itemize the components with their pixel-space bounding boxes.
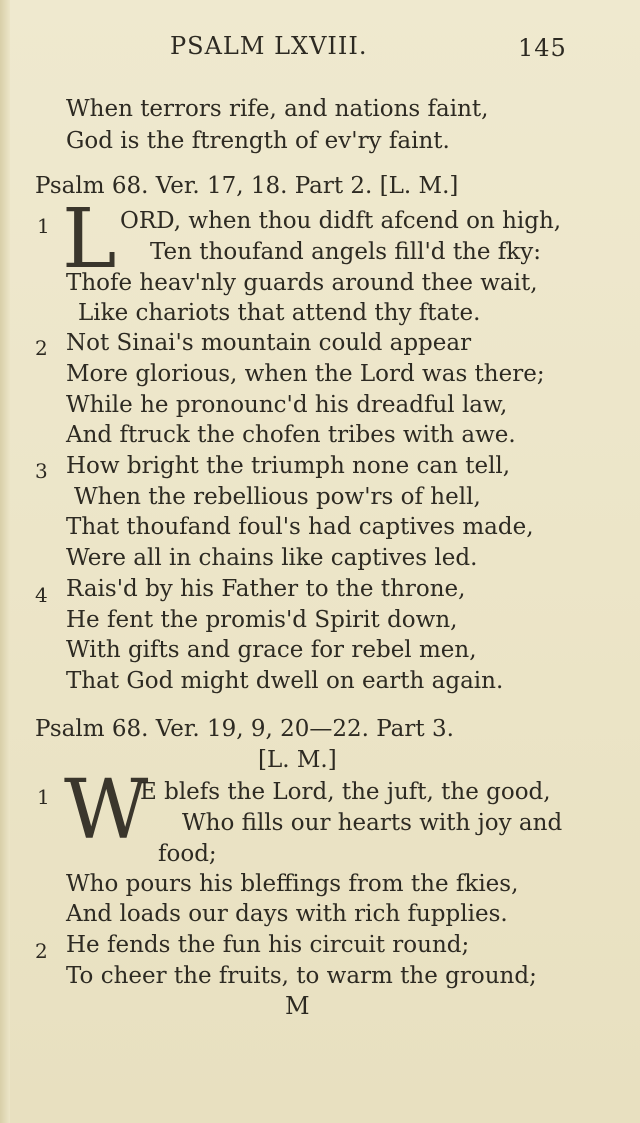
verse-line: Who pours his bleffings from the fkies, <box>66 871 519 897</box>
verse-line: How bright the triumph none can tell, <box>66 453 511 479</box>
verse-line: To cheer the fruits, to warm the ground; <box>66 963 537 989</box>
page-edge <box>0 0 10 1123</box>
intro-line: God is the ftrength of ev'ry faint. <box>66 128 450 154</box>
intro-line: When terrors rife, and nations faint, <box>66 96 489 122</box>
verse-line: With gifts and grace for rebel men, <box>66 637 477 663</box>
verse-line: food; <box>158 841 217 867</box>
meter-label: [L. M.] <box>258 747 337 773</box>
verse-line: Rais'd by his Father to the throne, <box>66 576 466 602</box>
verse-line: He fent the promis'd Spirit down, <box>66 607 458 633</box>
verse-line: Like chariots that attend thy ftate. <box>78 300 481 326</box>
section-heading: Psalm 68. Ver. 17, 18. Part 2. [L. M.] <box>35 173 459 199</box>
verse-line: More glorious, when the Lord was there; <box>66 361 545 387</box>
verse-number: 3 <box>35 459 48 483</box>
verse-number: 2 <box>35 336 48 360</box>
verse-line: And ftruck the chofen tribes with awe. <box>66 422 516 448</box>
verse-line: And loads our days with rich fupplies. <box>66 901 508 927</box>
verse-number: 1 <box>37 214 50 238</box>
running-head: PSALM LXVIII. <box>170 32 368 60</box>
verse-number: 4 <box>35 583 48 607</box>
verse-line: He fends the fun his circuit round; <box>66 932 470 958</box>
verse-line: E blefs the Lord, the juft, the good, <box>140 779 551 805</box>
verse-line: ORD, when thou didft afcend on high, <box>120 208 562 234</box>
verse-line: Not Sinai's mountain could appear <box>66 330 472 356</box>
page-number: 145 <box>518 34 567 62</box>
signature-mark: M <box>285 992 310 1020</box>
drop-cap: W <box>64 763 149 858</box>
verse-line: That thoufand foul's had captives made, <box>66 514 534 540</box>
verse-number: 1 <box>37 785 50 809</box>
section-heading: Psalm 68. Ver. 19, 9, 20—22. Part 3. <box>35 716 454 742</box>
verse-line: Thofe heav'nly guards around thee wait, <box>66 270 538 296</box>
drop-cap: L <box>62 192 117 287</box>
verse-line: Who fills our hearts with joy and <box>182 810 563 836</box>
verse-line: When the rebellious pow'rs of hell, <box>74 484 481 510</box>
verse-line: That God might dwell on earth again. <box>66 668 504 694</box>
verse-line: While he pronounc'd his dreadful law, <box>66 392 508 418</box>
verse-line: Ten thoufand angels fill'd the fky: <box>150 239 541 265</box>
verse-line: Were all in chains like captives led. <box>66 545 478 571</box>
verse-number: 2 <box>35 939 48 963</box>
